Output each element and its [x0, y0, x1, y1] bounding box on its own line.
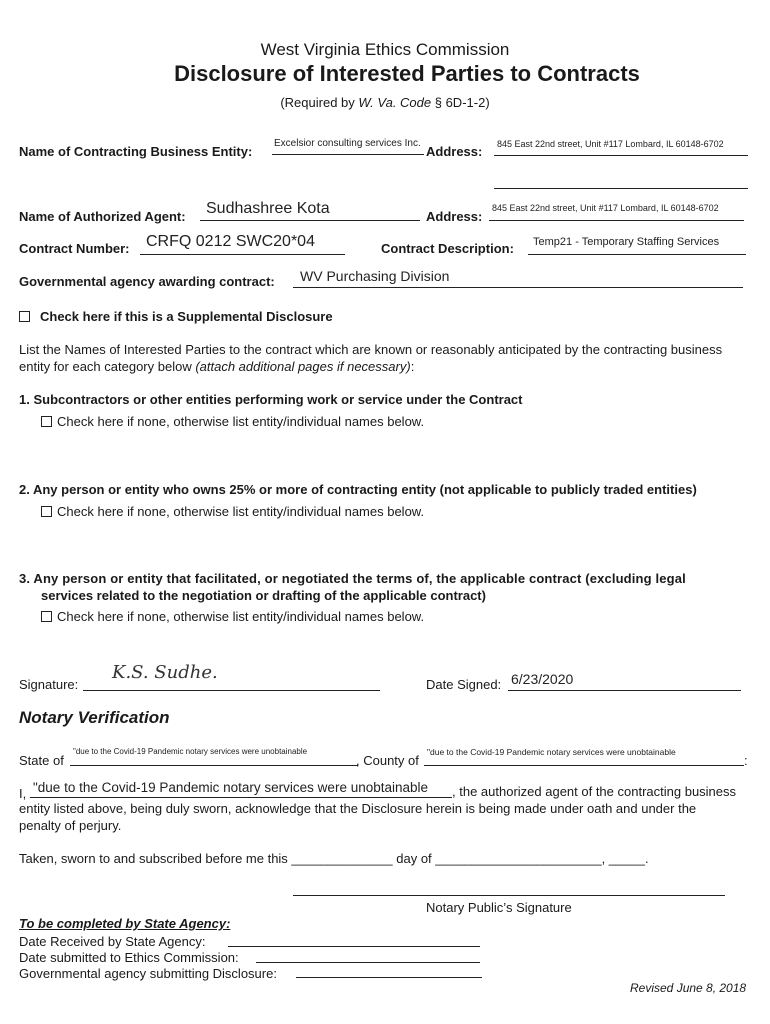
agent-address-line	[489, 220, 744, 221]
signature-label: Signature:	[19, 677, 79, 692]
agent-value[interactable]: Sudhashree Kota	[206, 200, 330, 217]
contract-desc-label: Contract Description:	[381, 241, 514, 256]
entity-value[interactable]: Excelsior consulting services Inc.	[274, 138, 421, 149]
agency-label: Governmental agency awarding contract:	[19, 274, 275, 289]
section-3-heading-line2: services related to the negotiation or drafting of the applicable contract)	[41, 588, 486, 603]
section-3-heading-line1: 3. Any person or entity that facilitated, or negotiated the terms of, the applicable contract (excluding legal	[19, 571, 686, 586]
entity-address-line2	[494, 188, 748, 189]
section-2-check-label: Check here if none, otherwise list entity/individual names below.	[57, 504, 425, 519]
contract-number-value[interactable]: CRFQ 0212 SWC20*04	[146, 233, 315, 250]
entity-line	[272, 154, 424, 155]
notary-para-line3: penalty of perjury.	[19, 818, 122, 833]
contract-desc-line	[528, 254, 746, 255]
intro-line2-pre: entity for each category below	[19, 359, 196, 374]
county-label: , County of	[356, 753, 419, 768]
date-signed-value[interactable]: 6/23/2020	[511, 671, 574, 687]
sworn-line: Taken, sworn to and subscribed before me this ______________ day of _______________________, _____.	[19, 851, 649, 866]
notary-public-sig-label: Notary Public’s Signature	[426, 900, 572, 915]
section-1-check-row[interactable]	[41, 414, 424, 429]
state-value[interactable]: "due to the Covid-19 Pandemic notary services were unobtainable	[73, 747, 308, 756]
intro-line2-italic: (attach additional pages if necessary)	[195, 359, 411, 374]
i-line	[30, 797, 452, 798]
date-submitted-label: Date submitted to Ethics Commission:	[19, 950, 239, 965]
agency-line	[293, 287, 743, 288]
agent-line	[200, 220, 420, 221]
date-received-line	[228, 946, 480, 947]
agency-submitting-label: Governmental agency submitting Disclosure:	[19, 966, 277, 981]
i-rest: , the authorized agent of the contracting business	[452, 784, 737, 799]
signature-handwriting: K.S. Sudhe.	[112, 662, 218, 683]
notary-public-sig-line	[293, 895, 725, 896]
entity-address-value[interactable]: 845 East 22nd street, Unit #117 Lombard, IL 60148-6702	[497, 139, 724, 149]
agency-value[interactable]: WV Purchasing Division	[300, 268, 450, 284]
state-label: State of	[19, 753, 64, 768]
agent-address-value[interactable]: 845 East 22nd street, Unit #117 Lombard, IL 60148-6702	[492, 203, 719, 213]
entity-label: Name of Contracting Business Entity:	[19, 144, 253, 159]
intro-line2-post: :	[410, 359, 415, 374]
section-3-check-row[interactable]	[41, 609, 424, 624]
county-line	[424, 765, 744, 766]
date-submitted-line	[256, 962, 480, 963]
signature-line	[83, 690, 380, 691]
revised-date: Revised June 8, 2018	[630, 981, 747, 995]
section-2-check-row[interactable]	[41, 504, 424, 519]
county-end: :	[744, 753, 748, 768]
entity-address-label: Address:	[426, 144, 483, 159]
date-signed-label: Date Signed:	[426, 677, 502, 692]
supplemental-row[interactable]	[19, 309, 333, 324]
section-2-checkbox[interactable]	[41, 506, 52, 517]
required-prefix: (Required by	[280, 95, 359, 110]
intro-line2	[19, 359, 414, 374]
notary-para-line2: entity listed above, being duly sworn, acknowledge that the Disclosure herein is being made under oath and under the	[19, 801, 697, 816]
section-1-heading: 1. Subcontractors or other entities performing work or service under the Contract	[19, 392, 523, 407]
i-label: I,	[19, 786, 27, 801]
required-code: W. Va. Code	[358, 95, 432, 110]
agency-submitting-line	[296, 977, 482, 978]
section-1-check-label: Check here if none, otherwise list entity/individual names below.	[57, 414, 425, 429]
section-3-check-label: Check here if none, otherwise list entity/individual names below.	[57, 609, 425, 624]
state-line	[70, 765, 358, 766]
notary-title: Notary Verification	[19, 708, 170, 727]
date-signed-line	[508, 690, 741, 691]
contract-number-line	[140, 254, 345, 255]
state-agency-heading: To be completed by State Agency:	[19, 916, 231, 931]
section-1-checkbox[interactable]	[41, 416, 52, 427]
supplemental-checkbox[interactable]	[19, 311, 30, 322]
date-received-label: Date Received by State Agency:	[19, 934, 206, 949]
org-name: West Virginia Ethics Commission	[260, 40, 510, 59]
page-title: Disclosure of Interested Parties to Contracts	[174, 61, 640, 86]
contract-number-label: Contract Number:	[19, 241, 130, 256]
i-value[interactable]: "due to the Covid-19 Pandemic notary services were unobtainable	[33, 780, 429, 795]
county-value[interactable]: "due to the Covid-19 Pandemic notary services were unobtainable	[427, 747, 676, 757]
section-2-heading: 2. Any person or entity who owns 25% or more of contracting entity (not applicable to publicly traded entities)	[19, 482, 697, 497]
intro-line1: List the Names of Interested Parties to the contract which are known or reasonably anticipated by the contracting business	[19, 342, 723, 357]
contract-desc-value[interactable]: Temp21 - Temporary Staffing Services	[533, 236, 720, 248]
agent-address-label: Address:	[426, 209, 483, 224]
supplemental-label: Check here if this is a Supplemental Disclosure	[40, 309, 333, 324]
agent-label: Name of Authorized Agent:	[19, 209, 186, 224]
required-note	[0, 95, 770, 110]
required-suffix: § 6D-1-2)	[431, 95, 490, 110]
entity-address-line	[494, 155, 748, 156]
section-3-checkbox[interactable]	[41, 611, 52, 622]
